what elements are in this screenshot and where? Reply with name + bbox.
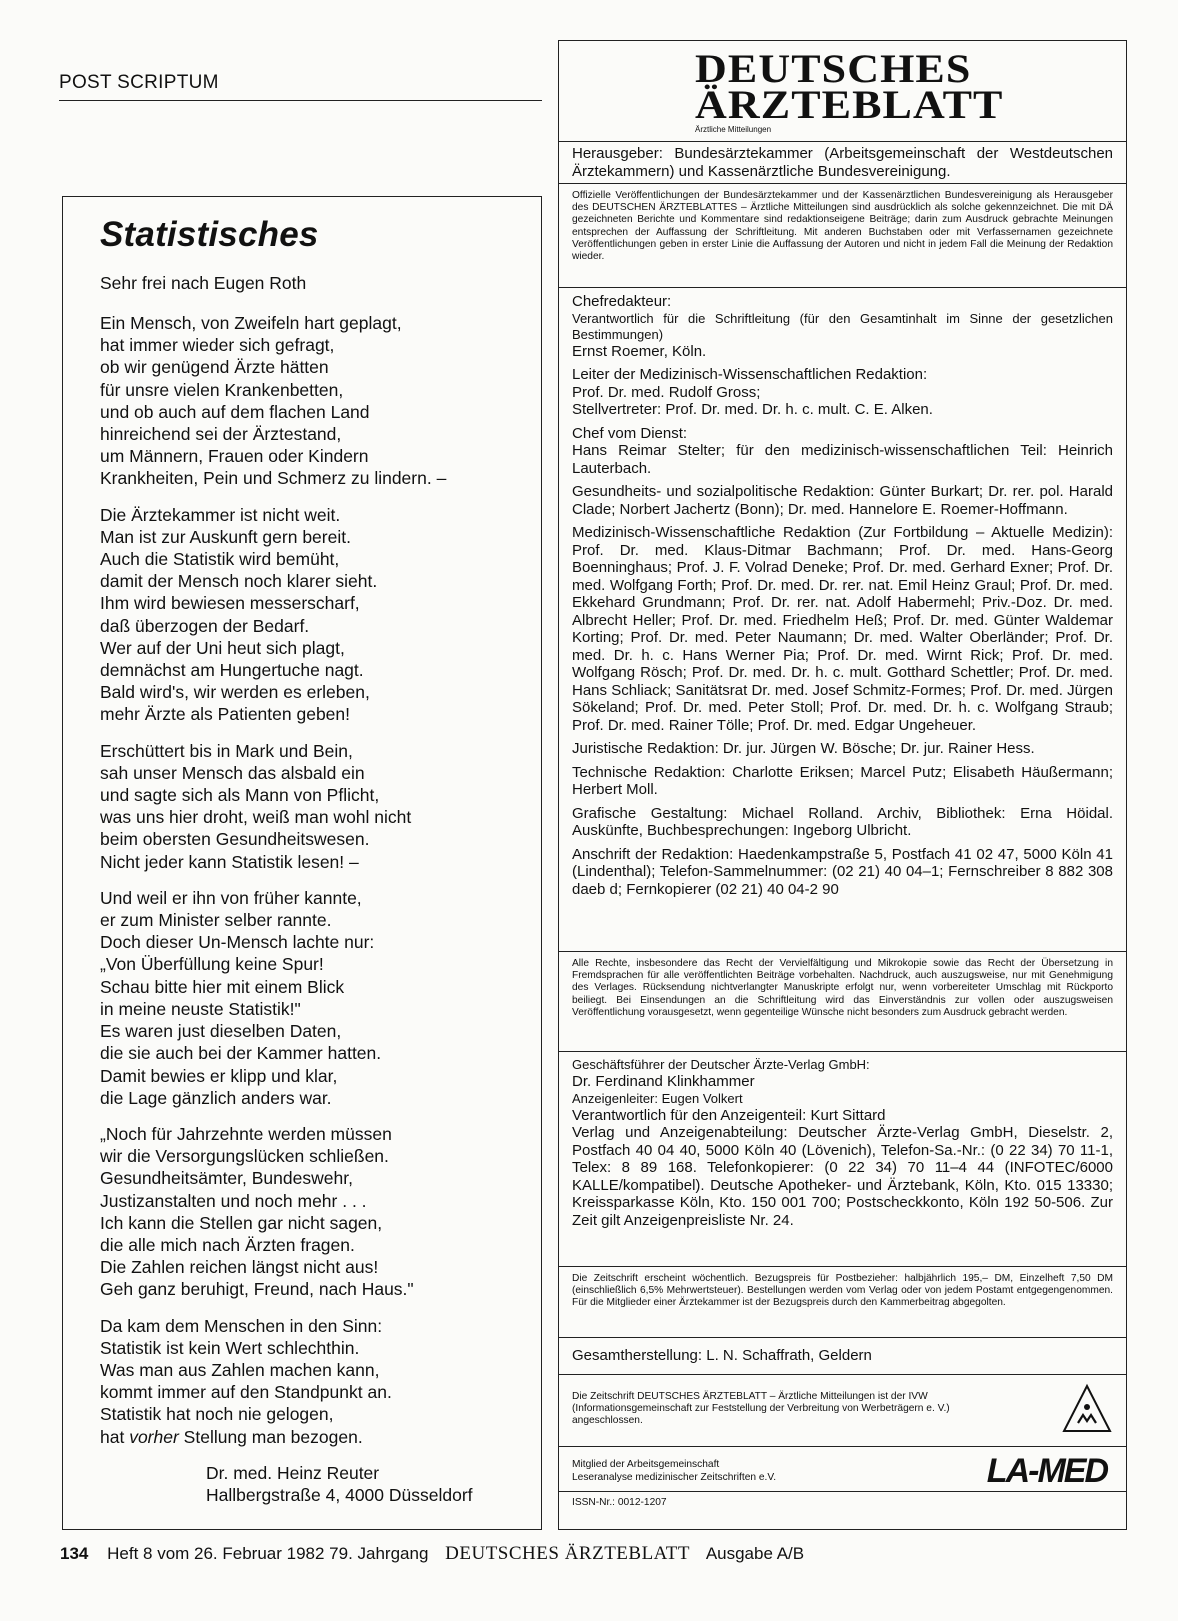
masthead [558,40,1127,1530]
poem-line: Schau bitte hier mit einem Blick [100,976,345,997]
duty-text: Hans Reimar Stelter; für den medizinisch-wissenschaftlichen Teil: Heinrich Lauterbach. [572,442,1113,477]
poem-line: die sie auch bei der Kammer hatten. [100,1043,382,1064]
poem-signature [100,1462,523,1506]
poem-last-line-emphasis: vorher [129,1426,179,1447]
poem-line: Ihm wird bewiesen messerscharf, [100,593,360,614]
poem-line: Was man aus Zahlen machen kann, [100,1359,380,1380]
masthead-header [559,41,1126,142]
manager-name: Dr. Ferdinand Klinkhammer [572,1073,755,1090]
poem-subtitle: Sehr frei nach Eugen Roth [100,273,307,293]
rights-text: Alle Rechte, insbesondere das Recht der Vervielfältigung und Mikrokopie sowie das Recht der Übersetzung in Fremdsprachen für alle veröffentlichten Beiträge vorbehalten. Nachdruck, auch auszugsweise, nur mit Genehmigung des Verlages. Rücksendung nichtverlangter Manuskripte erfolgt nur, wenn vorbereiteter Umschlag mit Rückporto beiliegt. Bei Einsendungen an die Schriftleitung wird das Einverständnis zur vollen oder auszugsweisen Veröffentlichung vorausgesetzt, wenn gegenteilige Wünsche nicht besonders zum Ausdruck gebracht werden. [572,958,1113,1018]
publication-name: DEUTSCHES ÄRZTEBLATT [445,1543,691,1564]
poem-line: Ein Mensch, von Zweifeln hart geplagt, [100,313,402,333]
poem-line: damit der Mensch noch klarer sieht. [100,571,378,592]
poem-line: Die Zahlen reichen längst nicht aus! [100,1257,379,1278]
masthead-title-line-1: DEUTSCHES [695,46,972,91]
poem-line: für unsre vielen Krankenbetten, [100,379,344,400]
masthead-title [695,46,1004,127]
ivw-text: Die Zeitschrift DEUTSCHES ÄRZTEBLATT – Ärztliche Mitteilungen ist der IVW (Informationsgemeinschaft zur Feststellung der Verbreitung von Werbeträgern e. V.) angeschlossen. [572,1390,950,1427]
official-text: Offizielle Veröffentlichungen der Bundesärztekammer und der Kassenärztlichen Bundesvereinigung als Herausgeber des DEUTSCHEN ÄRZTEBLATTES – Ärztliche Mitteilungen sind ausdrücklich als solche gekennzeichnet. Die mit DÄ gezeichneten Berichte und Kommentare sind redaktionseigene Beiträge; darin zum Ausdruck gebrachte Meinungen entsprechen der Auffassung der Schriftleitung. Mit anderen Buchstaben oder mit Verfassernamen gezeichnete Veröffentlichungen geben in erster Linie die Auffassung der Autoren und nicht in jedem Fall die Meinung der Redaktion wieder. [572,190,1113,263]
production-block [559,1338,1126,1375]
poem-line: Statistik ist kein Wert schlechthin. [100,1337,360,1358]
poem-line: Bald wird's, wir werden es erleben, [100,682,370,703]
poem-last-line-start: hat [100,1426,130,1447]
legal-staff: Juristische Redaktion: Dr. jur. Jürgen W. Bösche; Dr. jur. Rainer Hess. [572,740,1035,757]
medical-deputy: Stellvertreter: Prof. Dr. med. Dr. h. c. mult. C. E. Alken. [572,401,933,418]
editorial-staff-block [559,288,1126,952]
ad-lead: Anzeigenleiter: Eugen Volkert [572,1090,743,1106]
poem-line: Es waren just dieselben Daten, [100,1021,342,1042]
poem-line: Und weil er ihn von früher kannte, [100,887,362,908]
poem-stanza [100,1123,523,1301]
editor-label: Chefredakteur: [572,293,672,310]
publisher-info-block [559,1052,1126,1267]
poem-line: ob wir genügend Ärzte hätten [100,357,329,378]
poem-stanza [100,740,523,873]
lamed-text [572,1459,776,1483]
poem-line: Die Ärztekammer ist nicht weit. [100,504,341,525]
production-text: Gesamtherstellung: L. N. Schaffrath, Geldern [572,1347,872,1364]
poem-line: und sagte sich als Mann von Pflicht, [100,785,380,806]
section-label: POST SCRIPTUM [59,72,542,101]
poem-line: Ich kann die Stellen gar nicht sagen, [100,1212,383,1233]
poem-line: Wer auf der Uni heut sich plagt, [100,637,345,658]
ad-responsible: Verantwortlich für den Anzeigenteil: Kurt Sittard [572,1106,886,1124]
poem-box [62,196,542,1530]
technical-staff: Technische Redaktion: Charlotte Eriksen; Marcel Putz; Elisabeth Häußermann; Herbert Moll. [572,763,1113,798]
poem-line: die alle mich nach Ärzten fragen. [100,1234,355,1255]
publisher-info-text: Verlag und Anzeigenabteilung: Deutscher Ärzte-Verlag GmbH, Dieselstr. 2, Postfach 40 04 40, 5000 Köln 40 (Lövenich), Telefon-Sa.-Nr.: (0 22 34) 70 11-1, Telex: 8 89 168. Telefonkopierer: (0 22 34) 70 11–4 44 (INFOTEC/6000 KALLE/kompatibel). Deutsche Apotheker- und Ärztebank, Köln, Kto. 015 13330; Kreissparkasse Köln, Kto. 150 001 700; Postscheckkonto, Köln 192 50-506. Zur Zeit gilt Anzeigenpreisliste Nr. 24. [572,1124,1113,1229]
author-address: Hallbergstraße 4, 4000 Düsseldorf [206,1484,473,1505]
poem-title: Statistisches [100,215,319,254]
poem-line: Nicht jeder kann Statistik lesen! – [100,851,359,872]
publisher-block [559,142,1126,184]
poem-line: Auch die Statistik wird bemüht, [100,549,340,570]
publisher-text: Herausgeber: Bundesärztekammer (Arbeitsgemeinschaft der Westdeutschen Ärztekammern) und Kassenärztliche Bundesvereinigung. [572,145,1113,180]
poem-line: was uns hier droht, weiß man wohl nicht [100,807,412,828]
issn-block [559,1492,1126,1509]
health-policy-staff: Gesundheits- und sozialpolitische Redaktion: Günter Burkart; Dr. rer. pol. Harald Clade; Norbert Jachertz (Bonn); Dr. med. Hannelore E. Roemer-Hoffmann. [572,483,1113,518]
poem-stanza [100,1315,523,1426]
medical-lead-label: Leiter der Medizinisch-Wissenschaftlichen Redaktion: [572,366,928,383]
poem-line: um Männern, Frauen oder Kindern [100,446,369,467]
rights-block [559,952,1126,1052]
poem-body [100,312,523,1426]
lamed-block [559,1447,1126,1492]
manager-label: Geschäftsführer der Deutscher Ärzte-Verlag GmbH: [572,1057,870,1072]
poem-line: Doch dieser Un-Mensch lachte nur: [100,932,375,953]
poem-line: und ob auch auf dem flachen Land [100,401,370,422]
editor-name: Ernst Roemer, Köln. [572,342,707,360]
graphics-staff: Grafische Gestaltung: Michael Rolland. Archiv, Bibliothek: Erna Höidal. Auskünfte, Buchbesprechungen: Ingeborg Ulbricht. [572,804,1113,839]
edition-info: Ausgabe A/B [705,1544,805,1563]
poem-line: beim obersten Gesundheitswesen. [100,829,370,850]
ivw-logo-icon [1061,1383,1113,1435]
medical-staff: Medizinisch-Wissenschaftliche Redaktion (Zur Fortbildung – Aktuelle Medizin): Prof. Dr. med. Klaus-Ditmar Bachmann; Prof. Dr. med. Hans-Georg Boenninghaus; Prof. J. F. Volrad Deneke; Prof. Dr. med. Gerhard Exner; Prof. Dr. med. Wolfgang Forth; Prof. Dr. med. Dr. rer. nat. Emil Heinz Graul; Prof. Dr. med. Ekkehard Grundmann; Prof. Dr. rer. nat. Adolf Habermehl; Priv.-Doz. Dr. med. Albrecht Heller; Prof. Dr. med. Friedhelm Heß; Prof. Dr. med. Günter Waldemar Korting; Prof. Dr. med. Peter Naumann; Dr. med. Walter Oberländer; Prof. Dr. med. Dr. h. c. Hans Werner Pia; Prof. Dr. med. Wirnt Rick; Prof. Dr. med. Wolfgang Rösch; Prof. Dr. med. Dr. h. c. mult. Gotthard Schettler; Prof. Dr. med. Hans Schliack; Sanitätsrat Dr. med. Josef Schmitz-Formes; Prof. Dr. med. Jürgen Sökeland; Prof. Dr. med. Peter Stoll; Prof. Dr. med. Dr. h. c. Wolfgang Straub; Prof. Dr. med. Rainer Tölle; Prof. Dr. med. Edgar Ungeheuer. [572,524,1113,734]
editor-note: Verantwortlich für die Schriftleitung (für den Gesamtinhalt im Sinne der gesetzlichen Bestimmungen) [572,310,1113,342]
author-name: Dr. med. Heinz Reuter [206,1462,380,1483]
poem-line: mehr Ärzte als Patienten geben! [100,704,351,725]
issue-info: Heft 8 vom 26. Februar 1982 79. Jahrgang [107,1544,429,1563]
masthead-subtitle: Ärztliche Mitteilungen [695,125,772,134]
page-number: 134 [60,1544,89,1563]
editorial-address: Anschrift der Redaktion: Haedenkampstraße 5, Postfach 41 02 47, 5000 Köln 41 (Lindenthal); Telefon-Sammelnummer: (02 21) 40 04–1; Fernschreiber 8 882 308 daeb d; Fernkopierer (02 21) 40 04-2 90 [572,845,1113,898]
poem-line: „Von Überfüllung keine Spur! [100,954,324,975]
poem-line: Geh ganz beruhigt, Freund, nach Haus." [100,1279,414,1300]
page-footer [60,1543,804,1565]
poem-line: er zum Minister selber rannte. [100,910,332,931]
poem-line: daß überzogen der Bedarf. [100,615,310,636]
medical-lead-name: Prof. Dr. med. Rudolf Gross; [572,383,761,401]
poem-line: Statistik hat noch nie gelogen, [100,1404,334,1425]
ivw-block [559,1375,1126,1447]
poem-last-line [100,1426,523,1448]
poem-line: hat immer wieder sich gefragt, [100,335,335,356]
poem-line: die Lage gänzlich anders war. [100,1087,332,1108]
official-block [559,184,1126,288]
subscription-text: Die Zeitschrift erscheint wöchentlich. Bezugspreis für Postbezieher: halbjährlich 195,– DM, Einzelheft 7,50 DM (einschließlich 6,5% Mehrwertsteuer). Bestellungen werden vom Verlag oder von jedem Postamt entgegengenommen. Für die Mitglieder einer Ärztekammer ist der Bezugspreis durch den Kammerbeitrag abgegolten. [572,1273,1113,1309]
duty-label: Chef vom Dienst: [572,424,688,442]
poem-line: demnächst am Hungertuche nagt. [100,660,364,681]
poem-stanza [100,887,523,1109]
poem-line: wir die Versorgungslücken schließen. [100,1146,389,1167]
lamed-logo: LA-MED [986,1452,1107,1490]
poem-line: „Noch für Jahrzehnte werden müssen [100,1123,392,1144]
poem-line: kommt immer auf den Standpunkt an. [100,1382,392,1403]
poem-line: Gesundheitsämter, Bundeswehr, [100,1168,353,1189]
poem-line: sah unser Mensch das alsbald ein [100,762,365,783]
masthead-title-line-2: ÄRZTEBLATT [695,82,1004,127]
issn-text: ISSN-Nr.: 0012-1207 [572,1497,667,1508]
poem-stanza [100,504,523,726]
poem-line: hinreichend sei der Ärztestand, [100,424,342,445]
lamed-text-line-1: Mitglied der Arbeitsgemeinschaft [572,1459,720,1471]
poem-line: Damit bewies er klipp und klar, [100,1065,338,1086]
poem-line: Da kam dem Menschen in den Sinn: [100,1315,383,1336]
poem-line: Justizanstalten und noch mehr . . . [100,1190,367,1211]
poem-line: Erschüttert bis in Mark und Bein, [100,740,353,761]
poem-line: Krankheiten, Pein und Schmerz zu lindern. – [100,468,447,489]
lamed-text-line-2: Leseranalyse medizinischer Zeitschriften e.V. [572,1471,777,1483]
subscription-block [559,1267,1126,1338]
poem-last-line-end: Stellung man bezogen. [178,1426,363,1447]
poem-stanza [100,312,523,490]
poem-line: in meine neuste Statistik!" [100,998,301,1019]
poem-line: Man ist zur Auskunft gern bereit. [100,526,351,547]
